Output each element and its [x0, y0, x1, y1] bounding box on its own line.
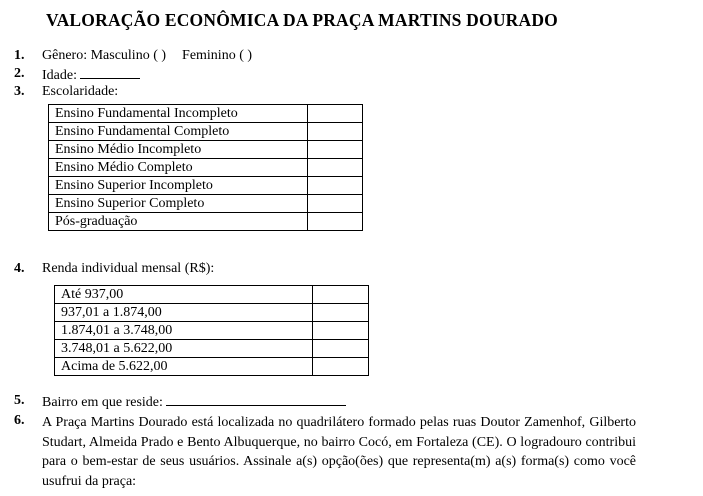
income-option: Até 937,00: [55, 286, 313, 304]
question-number: 3.: [14, 84, 25, 99]
income-option: 3.748,01 a 5.622,00: [55, 340, 313, 358]
table-row: [49, 195, 363, 213]
education-option: Ensino Fundamental Incompleto: [49, 105, 308, 123]
table-row: [49, 159, 363, 177]
age-field[interactable]: [80, 66, 140, 79]
form-title: VALORAÇÃO ECONÔMICA DA PRAÇA MARTINS DOURADO: [46, 10, 558, 30]
gender-label: Gênero:: [42, 48, 88, 63]
question-number: 2.: [14, 66, 25, 81]
education-checkbox[interactable]: [308, 195, 363, 213]
education-option: Ensino Superior Completo: [49, 195, 308, 213]
education-option: Ensino Médio Incompleto: [49, 141, 308, 159]
table-row: [49, 105, 363, 123]
neighborhood-question: [42, 393, 346, 411]
table-row: [49, 141, 363, 159]
gender-option-female[interactable]: Feminino ( ): [182, 48, 253, 63]
education-label: Escolaridade:: [42, 84, 119, 99]
table-row: [55, 304, 369, 322]
education-table: [48, 104, 363, 231]
gender-option-male[interactable]: Masculino ( ): [90, 48, 167, 63]
age-question: [42, 66, 140, 84]
table-row: [55, 322, 369, 340]
table-row: [49, 123, 363, 141]
table-row: [55, 286, 369, 304]
table-row: [55, 358, 369, 376]
gender-question: [42, 48, 252, 64]
education-option: Ensino Superior Incompleto: [49, 177, 308, 195]
income-option: Acima de 5.622,00: [55, 358, 313, 376]
neighborhood-field[interactable]: [166, 393, 346, 406]
income-checkbox[interactable]: [313, 322, 369, 340]
education-option: Ensino Fundamental Completo: [49, 123, 308, 141]
education-option: Ensino Médio Completo: [49, 159, 308, 177]
usage-question-text: A Praça Martins Dourado está localizada no quadrilátero formado pelas ruas Doutor Zamenhof, Gilberto Studart, Almeida Prado e Bento Albuquerque, no bairro Cocó, em Fortaleza (CE). O logradouro contribui para o bem-estar de seus usuários. Assinale a(s) opção(ões) que representa(m) a(s) forma(s) como você usufrui da praça:: [42, 415, 636, 489]
education-checkbox[interactable]: [308, 177, 363, 195]
education-checkbox[interactable]: [308, 141, 363, 159]
income-option: 937,01 a 1.874,00: [55, 304, 313, 322]
neighborhood-label: Bairro em que reside:: [42, 395, 163, 410]
income-table: [54, 285, 369, 376]
education-checkbox[interactable]: [308, 105, 363, 123]
table-row: [49, 213, 363, 231]
table-row: [55, 340, 369, 358]
income-checkbox[interactable]: [313, 286, 369, 304]
income-checkbox[interactable]: [313, 304, 369, 322]
education-option: Pós-graduação: [49, 213, 308, 231]
income-option: 1.874,01 a 3.748,00: [55, 322, 313, 340]
income-label: Renda individual mensal (R$):: [42, 261, 215, 276]
table-row: [49, 177, 363, 195]
education-checkbox[interactable]: [308, 123, 363, 141]
question-number: 4.: [14, 261, 25, 276]
question-number: 6.: [14, 413, 25, 428]
question-number: 5.: [14, 393, 25, 408]
education-checkbox[interactable]: [308, 213, 363, 231]
question-number: 1.: [14, 48, 25, 63]
income-checkbox[interactable]: [313, 358, 369, 376]
education-checkbox[interactable]: [308, 159, 363, 177]
income-checkbox[interactable]: [313, 340, 369, 358]
age-label: Idade:: [42, 68, 77, 83]
